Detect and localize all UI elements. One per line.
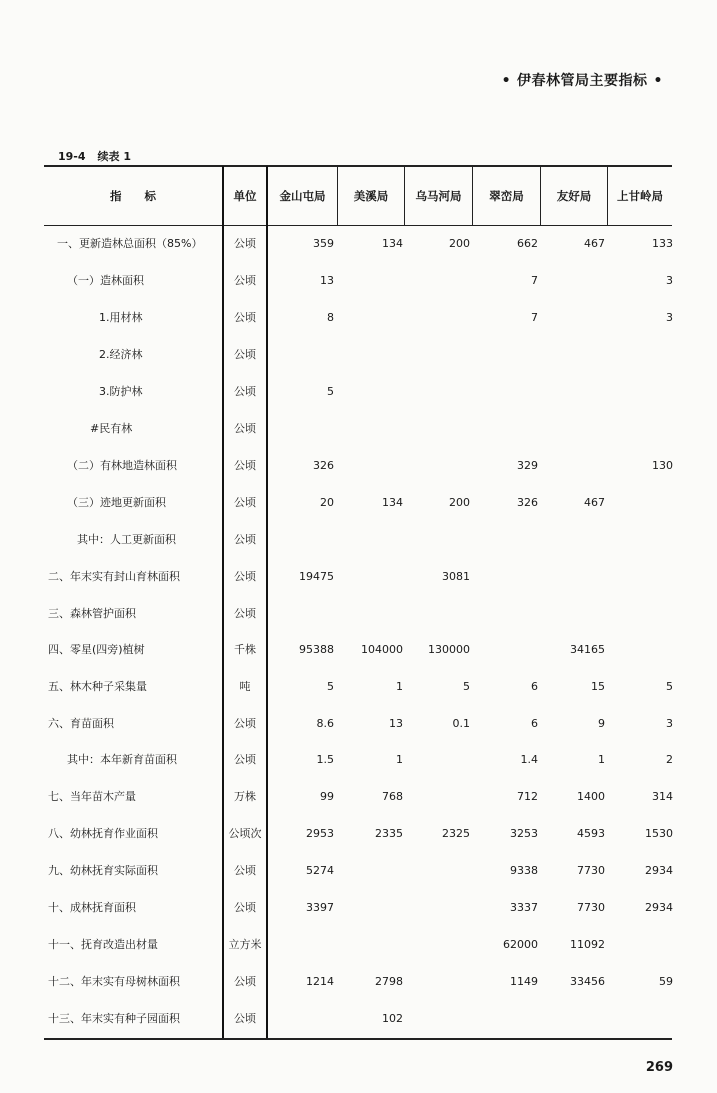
row-unit: 公顷	[234, 496, 256, 509]
row-value: 326	[313, 459, 334, 472]
table-row	[0, 787, 717, 807]
row-value: 200	[449, 237, 470, 250]
row-value: 314	[652, 790, 673, 803]
row-value: 7730	[577, 901, 605, 914]
table-row	[0, 604, 717, 624]
table-row	[0, 382, 717, 402]
row-indicator-label: （二）有林地造林面积	[67, 459, 177, 472]
row-value: 4593	[577, 827, 605, 840]
table-row	[0, 972, 717, 992]
row-value: 2934	[645, 901, 673, 914]
row-value: 13	[320, 274, 334, 287]
row-value: 1.5	[316, 753, 334, 766]
row-indicator-label: （一）造林面积	[67, 274, 144, 287]
row-value: 104000	[361, 643, 403, 656]
row-value: 130000	[428, 643, 470, 656]
row-unit: 吨	[239, 680, 251, 693]
table-bottom-rule	[44, 1038, 672, 1040]
row-indicator-label: 五、林木种子采集量	[48, 680, 147, 693]
row-value: 133	[652, 237, 673, 250]
row-indicator-label: 其中：本年新育苗面积	[67, 753, 177, 766]
table-row	[0, 308, 717, 328]
table-row	[0, 935, 717, 955]
row-unit: 公顷	[234, 753, 256, 766]
table-row	[0, 456, 717, 476]
row-unit: 公顷	[234, 311, 256, 324]
row-unit: 千株	[234, 643, 256, 656]
row-value: 5	[463, 680, 470, 693]
row-value: 2335	[375, 827, 403, 840]
row-value: 13	[389, 717, 403, 730]
row-value: 1530	[645, 827, 673, 840]
table-row	[0, 677, 717, 697]
row-value: 1	[396, 680, 403, 693]
row-value: 9338	[510, 864, 538, 877]
table-row	[0, 234, 717, 254]
row-indicator-label: 1.用材林	[99, 311, 143, 324]
page-header	[496, 70, 669, 90]
row-unit: 公顷	[234, 274, 256, 287]
row-unit: 公顷	[234, 570, 256, 583]
row-value: 768	[382, 790, 403, 803]
row-value: 15	[591, 680, 605, 693]
row-unit: 公顷	[234, 975, 256, 988]
table-row	[0, 861, 717, 881]
row-indicator-label: 八、幼林抚育作业面积	[48, 827, 158, 840]
row-indicator-label: 十三、年末实有种子园面积	[48, 1012, 180, 1025]
table-caption	[58, 148, 143, 164]
row-indicator-label: #民有林	[90, 422, 133, 435]
row-unit: 公顷	[234, 459, 256, 472]
row-value: 19475	[299, 570, 334, 583]
row-value: 7	[531, 274, 538, 287]
table-row	[0, 1009, 717, 1029]
row-value: 95388	[299, 643, 334, 656]
row-value: 99	[320, 790, 334, 803]
row-unit: 立方米	[228, 938, 262, 951]
row-value: 5	[666, 680, 673, 693]
row-value: 2	[666, 753, 673, 766]
row-unit: 公顷	[234, 348, 256, 361]
row-unit: 公顷	[234, 237, 256, 250]
row-indicator-label: 2.经济林	[99, 348, 143, 361]
row-value: 5	[327, 680, 334, 693]
column-header-bureau: 乌马河局	[415, 188, 462, 203]
table-row	[0, 493, 717, 513]
table-row	[0, 750, 717, 770]
row-indicator-label: 其中：人工更新面积	[77, 533, 176, 546]
header-dot-left: •	[501, 73, 512, 89]
row-unit: 公顷次	[228, 827, 262, 840]
row-unit: 万株	[234, 790, 256, 803]
row-value: 3	[666, 311, 673, 324]
row-indicator-label: 九、幼林抚育实际面积	[48, 864, 158, 877]
row-indicator-label: 二、年末实有封山育林面积	[48, 570, 180, 583]
page-number: 269	[645, 1060, 673, 1075]
column-header-bureau: 友好局	[556, 188, 592, 203]
table-row	[0, 271, 717, 291]
row-value: 662	[517, 237, 538, 250]
row-indicator-label: 七、当年苗木产量	[48, 790, 136, 803]
row-value: 3253	[510, 827, 538, 840]
row-value: 2798	[375, 975, 403, 988]
row-indicator-label: 四、零星(四旁)植树	[48, 643, 145, 656]
row-value: 20	[320, 496, 334, 509]
table-row	[0, 898, 717, 918]
row-value: 467	[584, 496, 605, 509]
row-value: 33456	[570, 975, 605, 988]
table-row	[0, 714, 717, 734]
row-value: 1.4	[520, 753, 538, 766]
row-indicator-label: 三、森林管护面积	[48, 607, 136, 620]
row-indicator-label: 六、育苗面积	[48, 717, 114, 730]
row-value: 102	[382, 1012, 403, 1025]
row-value: 3	[666, 717, 673, 730]
row-value: 1	[396, 753, 403, 766]
row-unit: 公顷	[234, 864, 256, 877]
column-header-indicator: 指 标	[110, 188, 156, 203]
row-value: 1214	[306, 975, 334, 988]
row-indicator-label: （三）迹地更新面积	[67, 496, 166, 509]
row-value: 6	[531, 717, 538, 730]
header-title: 伊春林管局主要指标	[517, 73, 648, 89]
row-unit: 公顷	[234, 901, 256, 914]
table-number: 19-4	[58, 150, 86, 163]
row-value: 3337	[510, 901, 538, 914]
row-value: 5	[327, 385, 334, 398]
row-value: 326	[517, 496, 538, 509]
table-header-rule	[44, 225, 672, 226]
row-value: 7730	[577, 864, 605, 877]
table-row	[0, 640, 717, 660]
column-header-unit: 单位	[233, 188, 257, 203]
column-header-bureau: 金山屯局	[279, 188, 326, 203]
row-value: 6	[531, 680, 538, 693]
row-value: 2325	[442, 827, 470, 840]
row-value: 3397	[306, 901, 334, 914]
row-value: 7	[531, 311, 538, 324]
row-value: 2953	[306, 827, 334, 840]
row-unit: 公顷	[234, 607, 256, 620]
table-row	[0, 345, 717, 365]
row-value: 200	[449, 496, 470, 509]
table-row	[0, 530, 717, 550]
row-indicator-label: 十、成林抚育面积	[48, 901, 136, 914]
table-continuation: 续表 1	[97, 150, 132, 163]
row-value: 3	[666, 274, 673, 287]
row-value: 8	[327, 311, 334, 324]
row-unit: 公顷	[234, 385, 256, 398]
row-value: 467	[584, 237, 605, 250]
row-value: 130	[652, 459, 673, 472]
row-indicator-label: 3.防护林	[99, 385, 143, 398]
row-indicator-label: 十二、年末实有母树林面积	[48, 975, 180, 988]
row-value: 134	[382, 496, 403, 509]
row-value: 359	[313, 237, 334, 250]
row-value: 1	[598, 753, 605, 766]
row-value: 134	[382, 237, 403, 250]
row-value: 59	[659, 975, 673, 988]
row-value: 3081	[442, 570, 470, 583]
column-header-bureau: 翠峦局	[489, 188, 524, 203]
row-value: 2934	[645, 864, 673, 877]
row-unit: 公顷	[234, 422, 256, 435]
row-unit: 公顷	[234, 533, 256, 546]
row-value: 1400	[577, 790, 605, 803]
column-header-bureau: 美溪局	[353, 188, 389, 203]
table-row	[0, 824, 717, 844]
row-value: 34165	[570, 643, 605, 656]
row-value: 712	[517, 790, 538, 803]
row-indicator-label: 十一、抚育改造出材量	[48, 938, 158, 951]
row-value: 9	[598, 717, 605, 730]
row-unit: 公顷	[234, 1012, 256, 1025]
row-unit: 公顷	[234, 717, 256, 730]
row-value: 11092	[570, 938, 605, 951]
header-dot-right: •	[653, 73, 663, 89]
table-row	[0, 567, 717, 587]
row-indicator-label: 一、更新造林总面积（85%）	[57, 237, 203, 250]
row-value: 0.1	[452, 717, 470, 730]
column-header-bureau: 上甘岭局	[617, 188, 663, 203]
row-value: 5274	[306, 864, 334, 877]
row-value: 329	[517, 459, 538, 472]
row-value: 62000	[503, 938, 538, 951]
table-row	[0, 419, 717, 439]
row-value: 8.6	[316, 717, 334, 730]
row-value: 1149	[510, 975, 538, 988]
